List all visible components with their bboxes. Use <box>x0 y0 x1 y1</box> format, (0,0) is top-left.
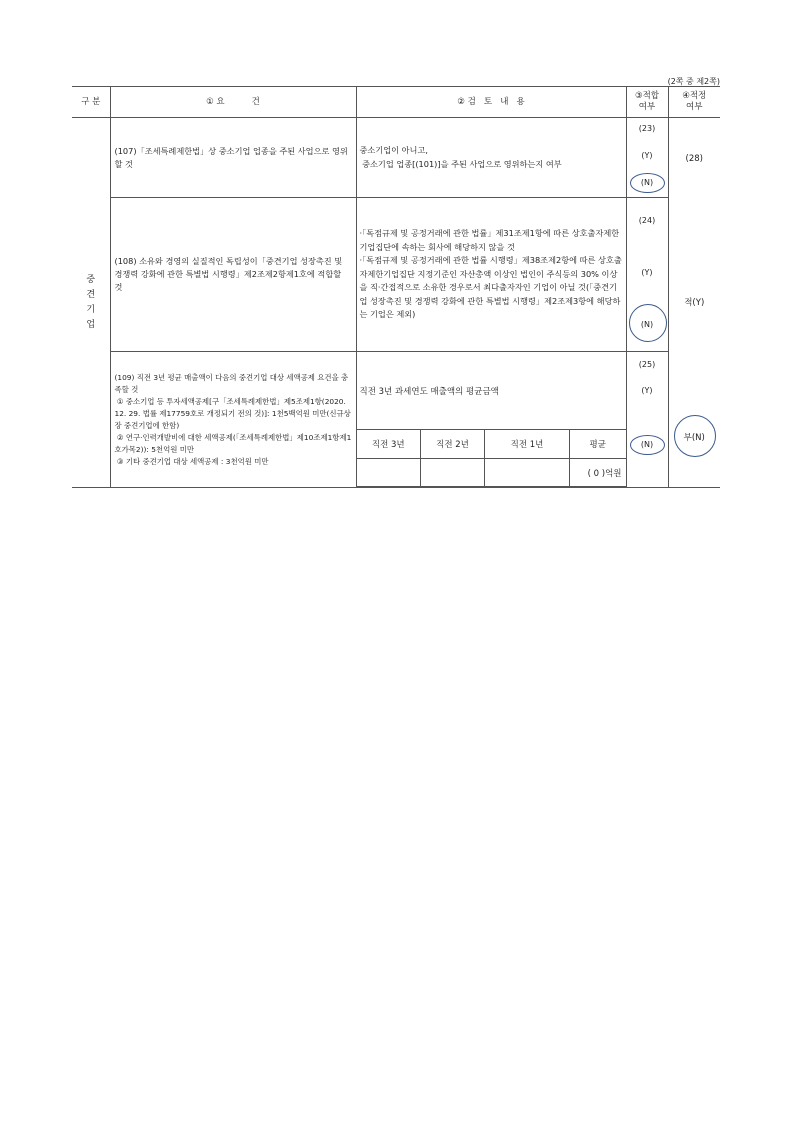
fit3-108 <box>626 198 668 352</box>
requirement-109 <box>110 352 356 488</box>
fit3-109 <box>626 352 668 488</box>
header-row <box>72 87 720 118</box>
requirement-107: (107)「조세특례제한법」상 중소기업 업종을 주된 사업으로 영위할 것 <box>110 118 356 198</box>
requirement-109-intro: (109) 직전 3년 평균 매출액이 다음의 중견기업 대상 세액공제 요건을 충족할 것 <box>114 372 349 394</box>
fit4-no[interactable]: 부(N) <box>683 433 705 443</box>
header-category: 구 분 <box>72 87 110 118</box>
fit4-yes[interactable]: 적(Y) <box>684 298 705 308</box>
selection-circle-icon <box>629 304 667 342</box>
selection-circle-icon <box>630 435 665 455</box>
header-fit4-line2: 여부 <box>686 102 703 112</box>
sales-sub-table <box>357 429 626 487</box>
sub-value[interactable]: ( 0 )억원 <box>570 459 626 487</box>
header-fit3-line1: ③적합 <box>634 91 660 101</box>
sub-header: 직전 1년 <box>485 430 570 459</box>
review-108-line2: ·「독점규제 및 공정거래에 관한 법률 시행령」제38조제2항에 따른 상호출자제한기업집단 지정기준인 자산총액 이상인 법인이 주식등의 30% 이상을 직·간접적으로 소유한 경우로서 최다출자자인 기업이 아닐 것(「중견기업 성장촉진 및 경쟁력 강화에 관한 특별법 시행령」제2조제3항에 해당하는 기업은 제외) <box>359 255 622 320</box>
sub-header: 평균 <box>570 430 626 459</box>
review-107 <box>356 118 626 198</box>
sub-value[interactable] <box>421 459 485 487</box>
review-108-line1: ·「독점규제 및 공정거래에 관한 법률」제31조제1항에 따른 상호출자제한기업집단에 속하는 회사에 해당하지 않을 것 <box>359 228 620 252</box>
review-107-line2: 중소기업 업종[(101)]을 주된 사업으로 영위하는지 여부 <box>359 158 562 169</box>
yes-option[interactable]: (Y) <box>641 268 653 277</box>
sub-value[interactable] <box>485 459 570 487</box>
no-option[interactable]: (N) <box>640 440 654 449</box>
code-label: (24) <box>638 216 656 225</box>
requirement-109-item: ③ 기타 중견기업 대상 세액공제 : 3천억원 미만 <box>114 456 269 466</box>
category-cell <box>72 118 110 488</box>
header-fit4-line1: ④적정 <box>682 91 707 101</box>
requirement-109-item: ① 중소기업 등 투자세액공제[구「조세특례제한법」제5조제1항(2020. 12. 29. 법률 제17759호로 개정되기 전의 것)]: 1천5백억원 미만(신규상장 중견기업에 한함) <box>114 396 351 430</box>
sub-value[interactable] <box>357 459 421 487</box>
header-requirement: ① 요 건 <box>110 87 356 118</box>
review-table <box>72 86 720 488</box>
fit3-107 <box>626 118 668 198</box>
header-fit3-line2: 여부 <box>638 102 656 112</box>
yes-option[interactable]: (Y) <box>641 386 653 395</box>
table-row <box>72 352 720 488</box>
page-number: (2쪽 중 제2쪽) <box>667 77 720 86</box>
category-char: 견 <box>86 289 96 300</box>
requirement-109-item: ② 연구·인력개발비에 대한 세액공제(「조세특례제한법」제10조제1항제1호가목2)): 5천억원 미만 <box>114 432 352 454</box>
sub-header: 직전 3년 <box>357 430 421 459</box>
no-option[interactable]: (N) <box>640 178 654 187</box>
table-row <box>72 118 720 198</box>
header-fit3 <box>626 87 668 118</box>
table-row <box>72 198 720 352</box>
header-review: ② 검 토 내 용 <box>356 87 626 118</box>
sub-header: 직전 2년 <box>421 430 485 459</box>
category-char: 업 <box>86 319 96 330</box>
category-char: 중 <box>86 274 96 285</box>
review-109-line1: 직전 3년 과세연도 매출액의 평균금액 <box>359 386 499 397</box>
fit4-cell <box>668 118 720 488</box>
selection-circle-icon <box>630 173 665 193</box>
requirement-108: (108) 소유와 경영의 실질적인 독립성이「중견기업 성장촉진 및 경쟁력 강화에 관한 특별법 시행령」제2조제2항제1호에 적합할 것 <box>110 198 356 352</box>
category-char: 기 <box>86 304 96 315</box>
code-label: (25) <box>638 360 656 369</box>
review-107-line1: 중소기업이 아니고, <box>359 145 428 155</box>
header-fit4 <box>668 87 720 118</box>
no-option[interactable]: (N) <box>640 320 654 329</box>
review-108 <box>356 198 626 352</box>
yes-option[interactable]: (Y) <box>641 151 653 160</box>
code-label: (23) <box>638 124 656 133</box>
selection-circle-icon <box>674 415 716 457</box>
fit4-code: (28) <box>685 154 703 164</box>
review-109 <box>356 352 626 488</box>
